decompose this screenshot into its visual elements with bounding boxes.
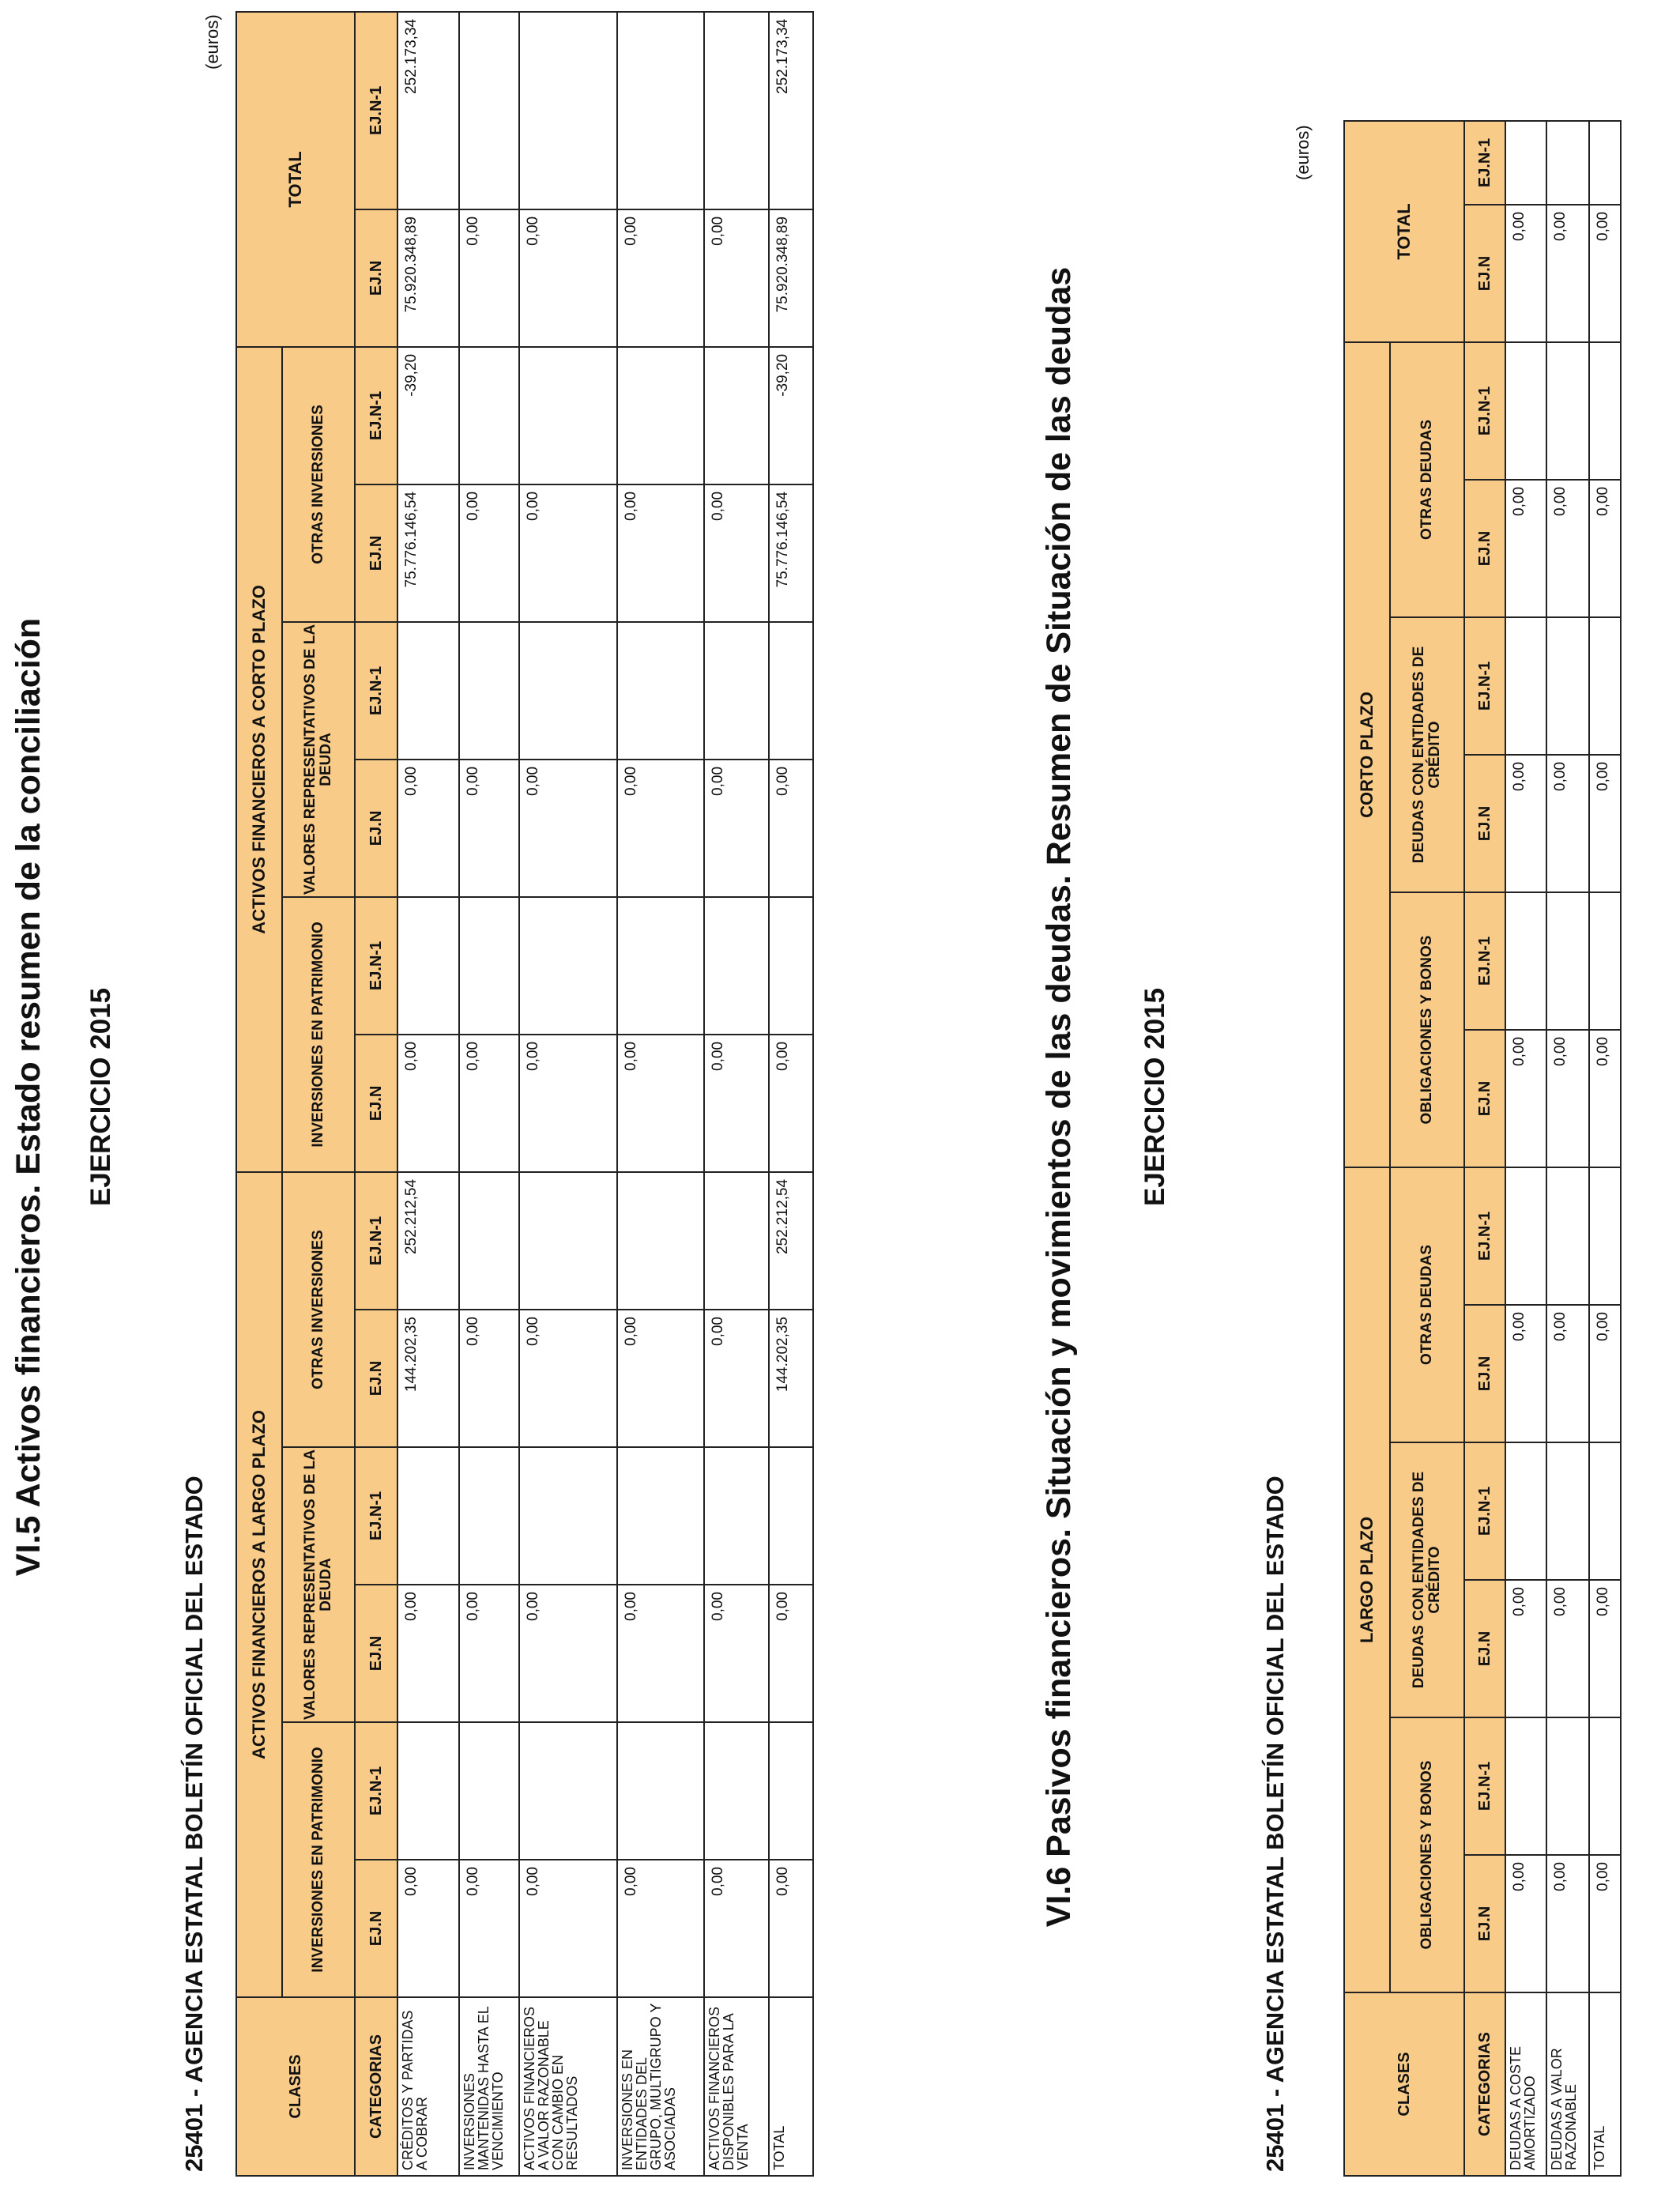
subgroup-header: VALORES REPRESENTATIVOS DE LA DEUDA xyxy=(282,1447,355,1722)
col-header-n: EJ.N xyxy=(355,209,397,347)
cell-value xyxy=(397,622,459,760)
cell-value xyxy=(704,1172,769,1310)
section1-units: (euros) xyxy=(202,14,222,70)
col-header-n: EJ.N xyxy=(355,1585,397,1722)
col-header-n1: EJ.N-1 xyxy=(355,1722,397,1860)
cell-value xyxy=(1589,1717,1621,1855)
header-row-groups xyxy=(1344,121,1390,2176)
cell-value xyxy=(617,897,704,1035)
cell-value xyxy=(1546,342,1589,480)
group-header: CORTO PLAZO xyxy=(1344,342,1390,1167)
cell-value xyxy=(769,622,813,760)
cell-value: 0,00 xyxy=(617,1860,704,1997)
cell-value: 0,00 xyxy=(1589,1030,1621,1167)
table-row xyxy=(1546,121,1589,2176)
col-header-n1: EJ.N-1 xyxy=(1464,1167,1505,1305)
group-header: TOTAL xyxy=(236,12,355,347)
col-header-n: EJ.N xyxy=(355,1860,397,1997)
cell-value: 0,00 xyxy=(617,484,704,622)
cell-value xyxy=(1505,892,1546,1030)
table-row xyxy=(704,12,769,2176)
cell-value: 0,00 xyxy=(459,209,519,347)
section1-year: EJERCICIO 2015 xyxy=(85,987,116,1207)
cell-value: 0,00 xyxy=(397,760,459,897)
cell-value: 252.212,54 xyxy=(769,1172,813,1310)
cell-value: 0,00 xyxy=(1505,1580,1546,1717)
cell-value: -39,20 xyxy=(397,347,459,484)
cell-value: 0,00 xyxy=(1546,480,1589,617)
cell-value: 0,00 xyxy=(617,209,704,347)
col-header-n1: EJ.N-1 xyxy=(355,1172,397,1310)
header-row-columns xyxy=(1464,121,1505,2176)
cell-value xyxy=(769,1447,813,1585)
subgroup-header: OTRAS INVERSIONES xyxy=(282,1172,355,1447)
cell-value: 0,00 xyxy=(1505,755,1546,892)
section2-year: EJERCICIO 2015 xyxy=(1139,987,1170,1207)
cell-value: 0,00 xyxy=(617,1310,704,1447)
cell-value: 252.212,54 xyxy=(397,1172,459,1310)
cell-value: 0,00 xyxy=(1505,205,1546,342)
col-header-n: EJ.N xyxy=(355,1310,397,1447)
cell-value xyxy=(617,12,704,209)
cell-value: 0,00 xyxy=(459,1310,519,1447)
cell-value: 0,00 xyxy=(1589,1305,1621,1442)
cell-value: 0,00 xyxy=(397,1585,459,1722)
cell-value xyxy=(1546,892,1589,1030)
cell-value xyxy=(617,1447,704,1585)
cell-value xyxy=(1546,1442,1589,1580)
cell-value: 75.920.348,89 xyxy=(769,209,813,347)
cell-value xyxy=(1589,892,1621,1030)
cell-value: 144.202,35 xyxy=(397,1310,459,1447)
cell-value: 0,00 xyxy=(397,1035,459,1172)
cell-value xyxy=(459,622,519,760)
section1-entity: 25401 - AGENCIA ESTATAL BOLETÍN OFICIAL DEL ESTADO xyxy=(180,1476,208,2172)
header-row-groups xyxy=(236,12,282,2176)
cell-value: 0,00 xyxy=(1505,1305,1546,1442)
cell-value xyxy=(459,1172,519,1310)
group-header: TOTAL xyxy=(1344,121,1464,342)
cell-value: 0,00 xyxy=(704,1860,769,1997)
cell-value: 0,00 xyxy=(704,1585,769,1722)
cell-value xyxy=(519,622,617,760)
cell-value: 252.173,34 xyxy=(397,12,459,209)
cell-value xyxy=(704,622,769,760)
cell-value xyxy=(617,622,704,760)
activos-table xyxy=(235,11,814,2177)
table-row xyxy=(617,12,704,2176)
cell-value xyxy=(617,1172,704,1310)
table-row xyxy=(397,12,459,2176)
cell-value: 0,00 xyxy=(769,760,813,897)
cell-value xyxy=(459,897,519,1035)
cell-value xyxy=(704,1722,769,1860)
section1-title: VI.5 Activos financieros. Estado resumen de la conciliación xyxy=(9,617,47,1577)
cell-value: 0,00 xyxy=(769,1860,813,1997)
cell-value xyxy=(1505,1167,1546,1305)
cell-value xyxy=(617,347,704,484)
group-header: LARGO PLAZO xyxy=(1344,1167,1390,1992)
cell-value: 0,00 xyxy=(704,760,769,897)
cell-value: 144.202,35 xyxy=(769,1310,813,1447)
cell-value: 0,00 xyxy=(769,1035,813,1172)
header-row-columns xyxy=(355,12,397,2176)
cell-value xyxy=(704,12,769,209)
cell-value: 0,00 xyxy=(704,1035,769,1172)
cell-value: 0,00 xyxy=(1589,1855,1621,1992)
row-label: TOTAL xyxy=(1589,1992,1621,2176)
row-label: ACTIVOS FINANCIEROS A VALOR RAZONABLE CON CAMBIO EN RESULTADOS xyxy=(519,1997,617,2176)
col-header-n1: EJ.N-1 xyxy=(1464,1717,1505,1855)
cell-value: 0,00 xyxy=(1505,1030,1546,1167)
cell-value xyxy=(1505,1442,1546,1580)
cell-value: 0,00 xyxy=(617,760,704,897)
cell-value xyxy=(1589,1167,1621,1305)
clases-header: CLASES xyxy=(236,1997,355,2176)
cell-value xyxy=(1546,1717,1589,1855)
pasivos-table xyxy=(1343,120,1622,2177)
subgroup-header: DEUDAS CON ENTIDADES DE CRÉDITO xyxy=(1390,617,1464,892)
cell-value xyxy=(519,1447,617,1585)
cell-value: 0,00 xyxy=(459,760,519,897)
col-header-n1: EJ.N-1 xyxy=(1464,121,1505,205)
clases-header: CLASES xyxy=(1344,1992,1464,2176)
col-header-n1: EJ.N-1 xyxy=(355,12,397,209)
cell-value xyxy=(769,897,813,1035)
cell-value: 0,00 xyxy=(1546,1580,1589,1717)
cell-value: -39,20 xyxy=(769,347,813,484)
subgroup-header: DEUDAS CON ENTIDADES DE CRÉDITO xyxy=(1390,1442,1464,1717)
col-header-n: EJ.N xyxy=(355,484,397,622)
cell-value: 0,00 xyxy=(519,1585,617,1722)
subgroup-header: OBLIGACIONES Y BONOS xyxy=(1390,1717,1464,1992)
subgroup-header: OTRAS DEUDAS xyxy=(1390,1167,1464,1442)
col-header-n: EJ.N xyxy=(1464,1305,1505,1442)
cell-value xyxy=(459,1447,519,1585)
cell-value: 0,00 xyxy=(459,1860,519,1997)
cell-value: 0,00 xyxy=(1589,755,1621,892)
col-header-n1: EJ.N-1 xyxy=(1464,1442,1505,1580)
cell-value: 75.776.146,54 xyxy=(397,484,459,622)
section2-units: (euros) xyxy=(1293,125,1313,180)
col-header-n: EJ.N xyxy=(355,1035,397,1172)
col-header-n: EJ.N xyxy=(1464,755,1505,892)
cell-value: 0,00 xyxy=(459,1585,519,1722)
cell-value: 0,00 xyxy=(1546,1305,1589,1442)
table-row xyxy=(1505,121,1546,2176)
subgroup-header: OTRAS INVERSIONES xyxy=(282,347,355,622)
cell-value xyxy=(1505,1717,1546,1855)
cell-value xyxy=(397,1722,459,1860)
cell-value: 0,00 xyxy=(519,484,617,622)
cell-value xyxy=(1589,342,1621,480)
col-header-n1: EJ.N-1 xyxy=(355,622,397,760)
cell-value: 0,00 xyxy=(617,1585,704,1722)
cell-value: 0,00 xyxy=(459,484,519,622)
row-label: INVERSIONES MANTENIDAS HASTA EL VENCIMIENTO xyxy=(459,1997,519,2176)
cell-value: 0,00 xyxy=(397,1860,459,1997)
cell-value xyxy=(617,1722,704,1860)
cell-value: 0,00 xyxy=(769,1585,813,1722)
cell-value xyxy=(1546,1167,1589,1305)
cell-value: 0,00 xyxy=(704,1310,769,1447)
subgroup-header: INVERSIONES EN PATRIMONIO xyxy=(282,1722,355,1997)
cell-value xyxy=(1589,1442,1621,1580)
table-row xyxy=(459,12,519,2176)
cell-value: 0,00 xyxy=(519,1310,617,1447)
row-label: CRÉDITOS Y PARTIDAS A COBRAR xyxy=(397,1997,459,2176)
cell-value xyxy=(519,897,617,1035)
cell-value xyxy=(459,12,519,209)
cell-value xyxy=(397,1447,459,1585)
cell-value xyxy=(397,897,459,1035)
cell-value xyxy=(459,1722,519,1860)
col-header-n: EJ.N xyxy=(1464,480,1505,617)
cell-value xyxy=(769,1722,813,1860)
cell-value: 252.173,34 xyxy=(769,12,813,209)
col-header-n1: EJ.N-1 xyxy=(355,897,397,1035)
cell-value: 0,00 xyxy=(519,760,617,897)
col-header-n: EJ.N xyxy=(1464,1855,1505,1992)
table-row xyxy=(769,12,813,2176)
cell-value xyxy=(1505,617,1546,755)
subgroup-header: OBLIGACIONES Y BONOS xyxy=(1390,892,1464,1167)
table-row xyxy=(1589,121,1621,2176)
col-header-n: EJ.N xyxy=(1464,1580,1505,1717)
col-header-n: EJ.N xyxy=(1464,205,1505,342)
cell-value: 0,00 xyxy=(617,1035,704,1172)
cell-value xyxy=(1589,617,1621,755)
header-row-subgroups xyxy=(1390,121,1464,2176)
cell-value xyxy=(519,1722,617,1860)
row-label: DEUDAS A VALOR RAZONABLE xyxy=(1546,1992,1589,2176)
group-header: ACTIVOS FINANCIEROS A LARGO PLAZO xyxy=(236,1172,282,1997)
table-row xyxy=(519,12,617,2176)
col-header-n: EJ.N xyxy=(1464,1030,1505,1167)
cell-value xyxy=(1546,617,1589,755)
row-label: TOTAL xyxy=(769,1997,813,2176)
cell-value xyxy=(1505,121,1546,205)
col-header-n1: EJ.N-1 xyxy=(1464,892,1505,1030)
col-header-n: EJ.N xyxy=(355,760,397,897)
section2-entity: 25401 - AGENCIA ESTATAL BOLETÍN OFICIAL DEL ESTADO xyxy=(1261,1476,1289,2172)
cell-value: 0,00 xyxy=(459,1035,519,1172)
cell-value: 0,00 xyxy=(704,484,769,622)
cell-value: 0,00 xyxy=(1589,480,1621,617)
row-label: ACTIVOS FINANCIEROS DISPONIBLES PARA LA VENTA xyxy=(704,1997,769,2176)
cell-value: 0,00 xyxy=(1589,1580,1621,1717)
cell-value xyxy=(1589,121,1621,205)
col-header-n1: EJ.N-1 xyxy=(1464,342,1505,480)
cell-value xyxy=(704,347,769,484)
cell-value xyxy=(459,347,519,484)
subgroup-header: VALORES REPRESENTATIVOS DE LA DEUDA xyxy=(282,622,355,897)
cell-value: 75.920.348,89 xyxy=(397,209,459,347)
cell-value xyxy=(519,12,617,209)
cell-value: 75.776.146,54 xyxy=(769,484,813,622)
cell-value xyxy=(704,1447,769,1585)
cell-value: 0,00 xyxy=(519,1860,617,1997)
col-header-n1: EJ.N-1 xyxy=(1464,617,1505,755)
subgroup-header: OTRAS DEUDAS xyxy=(1390,342,1464,617)
cell-value: 0,00 xyxy=(1546,755,1589,892)
cell-value: 0,00 xyxy=(519,1035,617,1172)
section2-title: VI.6 Pasivos financieros. Situación y movimientos de las deudas. Resumen de Situación de las deudas xyxy=(1040,266,1078,1928)
cell-value: 0,00 xyxy=(1589,205,1621,342)
cell-value: 0,00 xyxy=(1505,480,1546,617)
cell-value xyxy=(704,897,769,1035)
categorias-header: CATEGORIAS xyxy=(355,1997,397,2176)
col-header-n1: EJ.N-1 xyxy=(355,1447,397,1585)
row-label: DEUDAS A COSTE AMORTIZADO xyxy=(1505,1992,1546,2176)
cell-value: 0,00 xyxy=(704,209,769,347)
cell-value xyxy=(1546,121,1589,205)
cell-value: 0,00 xyxy=(1505,1855,1546,1992)
categorias-header: CATEGORIAS xyxy=(1464,1992,1505,2176)
cell-value: 0,00 xyxy=(1546,1855,1589,1992)
col-header-n1: EJ.N-1 xyxy=(355,347,397,484)
group-header: ACTIVOS FINANCIEROS A CORTO PLAZO xyxy=(236,347,282,1172)
cell-value xyxy=(519,1172,617,1310)
row-label: INVERSIONES EN ENTIDADES DEL GRUPO, MULTIGRUPO Y ASOCIADAS xyxy=(617,1997,704,2176)
cell-value: 0,00 xyxy=(1546,1030,1589,1167)
subgroup-header: INVERSIONES EN PATRIMONIO xyxy=(282,897,355,1172)
cell-value xyxy=(519,347,617,484)
cell-value: 0,00 xyxy=(1546,205,1589,342)
cell-value: 0,00 xyxy=(519,209,617,347)
cell-value xyxy=(1505,342,1546,480)
